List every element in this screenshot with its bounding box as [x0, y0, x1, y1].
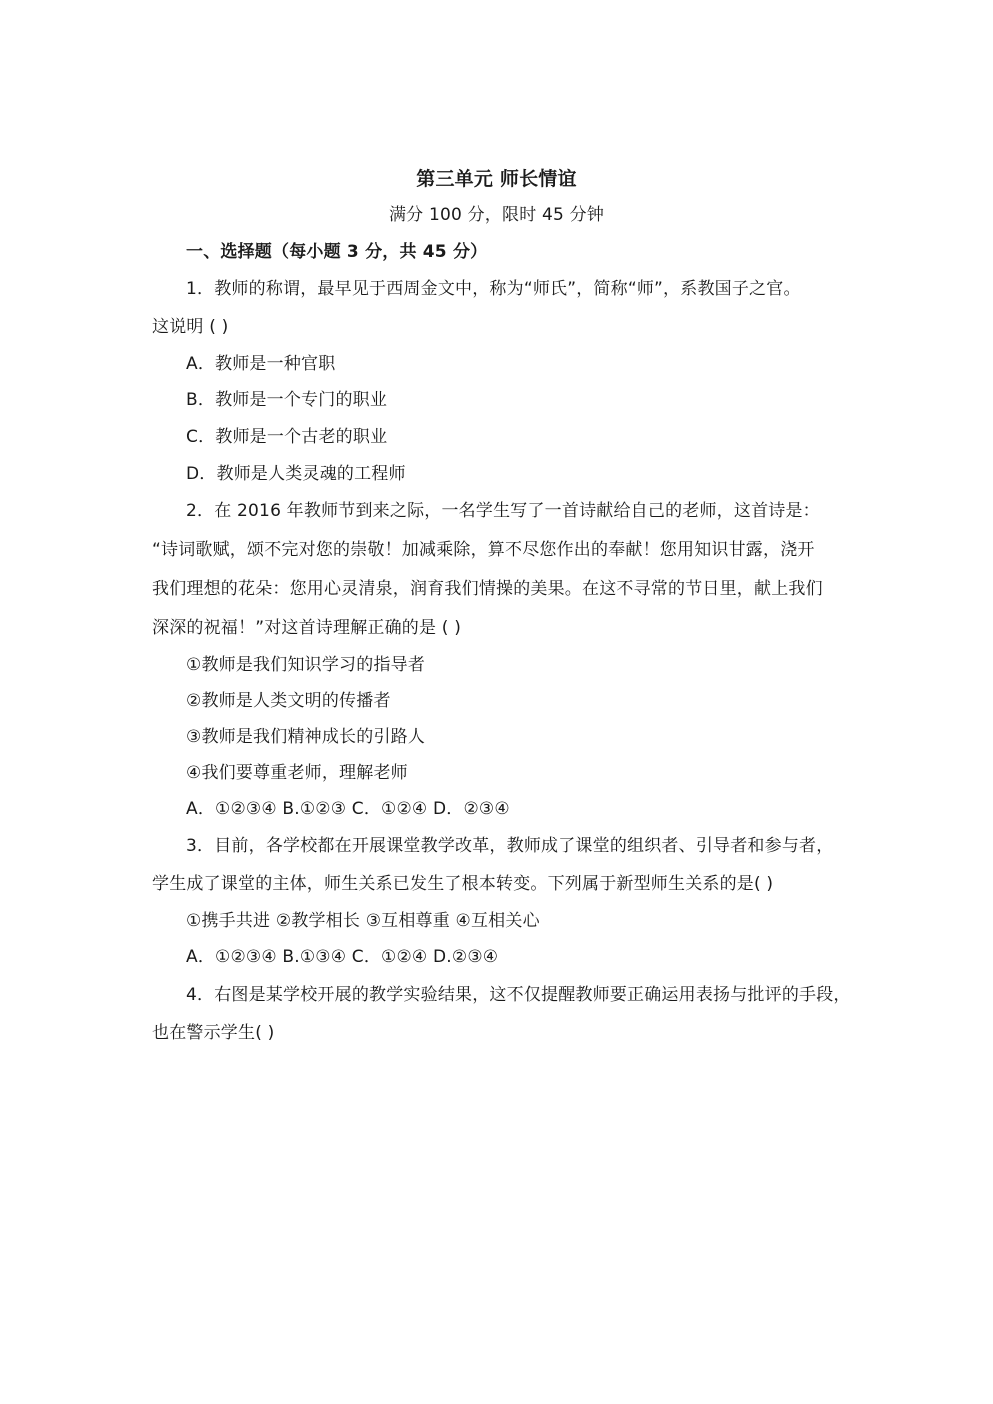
question-3-line-2: 学生成了课堂的主体，师生关系已发生了根本转变。下列属于新型师生关系的是( ) [152, 874, 774, 894]
question-4-line-2: 也在警示学生( ) [152, 1023, 275, 1043]
document-title: 第三单元 师长情谊 [416, 168, 577, 190]
question-1-option-d: D．教师是人类灵魂的工程师 [186, 464, 406, 484]
question-2-statement-2: ②教师是人类文明的传播者 [186, 691, 391, 711]
question-2-statement-1: ①教师是我们知识学习的指导者 [186, 655, 426, 675]
question-1-line-2: 这说明 ( ) [152, 317, 229, 337]
question-2-statement-4: ④我们要尊重老师，理解老师 [186, 763, 408, 783]
question-1-option-b: B．教师是一个专门的职业 [186, 390, 388, 410]
document-subtitle: 满分 100 分，限时 45 分钟 [388, 205, 605, 225]
question-2-line-3: 我们理想的花朵：您用心灵清泉，润育我们情操的美果。在这不寻常的节日里，献上我们 [152, 579, 823, 599]
question-4-line-1: 4．右图是某学校开展的教学实验结果，这不仅提醒教师要正确运用表扬与批评的手段， [186, 985, 851, 1005]
question-2-line-4: 深深的祝福！”对这首诗理解正确的是 ( ) [152, 618, 462, 638]
question-2-choices: A．①②③④ B.①②③ C．①②④ D．②③④ [186, 799, 510, 819]
question-2-line-1: 2．在 2016 年教师节到来之际，一名学生写了一首诗献给自己的老师，这首诗是： [186, 501, 820, 521]
question-1-option-c: C．教师是一个古老的职业 [186, 427, 388, 447]
section-heading: 一、选择题（每小题 3 分，共 45 分） [186, 242, 488, 262]
question-2-statement-3: ③教师是我们精神成长的引路人 [186, 727, 426, 747]
question-2-line-2: “诗词歌赋，颂不完对您的崇敬！加减乘除，算不尽您作出的奉献！您用知识甘露，浇开 [152, 540, 815, 560]
question-1-option-a: A．教师是一种官职 [186, 354, 336, 374]
question-1-line-1: 1．教师的称谓，最早见于西周金文中，称为“师氏”，简称“师”，系教国子之官。 [186, 279, 801, 299]
question-3-choices: A．①②③④ B.①③④ C．①②④ D.②③④ [186, 947, 499, 967]
question-3-line-1: 3．目前，各学校都在开展课堂教学改革，教师成了课堂的组织者、引导者和参与者， [186, 836, 834, 856]
question-3-statements: ①携手共进 ②教学相长 ③互相尊重 ④互相关心 [186, 911, 540, 931]
